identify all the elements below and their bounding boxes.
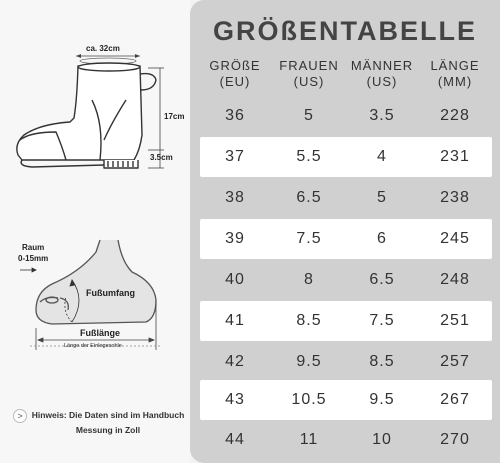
cell-women: 7.5 (296, 230, 322, 247)
cell-length: 231 (440, 148, 470, 165)
toe-space-label: Raum (22, 243, 45, 252)
cell-length: 257 (440, 353, 470, 370)
cell-eu: 43 (225, 391, 245, 408)
header-men-us: MÄNNER (US) (350, 58, 414, 89)
note-line-2: Messung in Zoll (75, 425, 141, 435)
cell-men: 6.5 (369, 271, 395, 288)
size-chart-panel (190, 0, 500, 463)
illustration-graphics (0, 0, 190, 463)
note-text (28, 408, 188, 438)
foot-icon (36, 240, 156, 324)
cell-women: 8 (304, 271, 314, 288)
cell-men: 3.5 (369, 107, 395, 124)
cell-eu: 37 (225, 148, 245, 165)
chart-title: GRÖßENTABELLE (213, 16, 477, 46)
header-length-mm: LÄNGE (MM) (430, 58, 480, 89)
cell-women: 6.5 (296, 189, 322, 206)
boot-heel-height-label: 3.5cm (150, 153, 173, 162)
toe-space-range-label: 0-15mm (18, 254, 49, 263)
cell-men: 7.5 (369, 312, 395, 329)
cell-eu: 44 (225, 431, 245, 448)
cell-men: 5 (377, 189, 387, 206)
table-row (200, 380, 492, 420)
cell-eu: 38 (225, 189, 245, 206)
cell-men: 4 (377, 148, 387, 165)
chevron-right-icon: > (13, 409, 27, 423)
header-eu-size: GRÖßE (EU) (209, 58, 261, 89)
boot-shaft-height-label: 17cm (164, 112, 185, 121)
table-row (200, 301, 492, 341)
cell-length: 270 (440, 431, 470, 448)
cell-men: 9.5 (369, 391, 395, 408)
cell-eu: 41 (225, 312, 245, 329)
cell-men: 6 (377, 230, 387, 247)
cell-women: 5 (304, 107, 314, 124)
table-row (200, 137, 492, 177)
table-row (200, 420, 492, 460)
cell-eu: 40 (225, 271, 245, 288)
foot-length-label: Fußlänge (80, 328, 120, 338)
cell-eu: 36 (225, 107, 245, 124)
boot-icon (17, 63, 156, 168)
cell-length: 245 (440, 230, 470, 247)
cell-eu: 39 (225, 230, 245, 247)
note-line-1: Hinweis: Die Daten sind im Handbuch (31, 410, 185, 420)
cell-women: 8.5 (296, 312, 322, 329)
table-row (200, 342, 492, 382)
cell-women: 5.5 (296, 148, 322, 165)
cell-length: 238 (440, 189, 470, 206)
table-row (200, 96, 492, 136)
insole-length-label: Länge der Einlegesohle (64, 343, 122, 349)
foot-girth-label: Fußumfang (86, 288, 135, 298)
cell-eu: 42 (225, 353, 245, 370)
header-women-us: FRAUEN (US) (279, 58, 339, 89)
table-row (200, 178, 492, 218)
table-row (200, 219, 492, 259)
cell-length: 251 (440, 312, 470, 329)
cell-length: 248 (440, 271, 470, 288)
cell-women: 11 (299, 431, 319, 448)
cell-length: 228 (440, 107, 470, 124)
cell-women: 10.5 (291, 391, 327, 408)
cell-women: 9.5 (296, 353, 322, 370)
cell-men: 10 (372, 431, 392, 448)
cell-length: 267 (440, 391, 470, 408)
boot-circumference-label: ca. 32cm (86, 44, 120, 53)
cell-men: 8.5 (369, 353, 395, 370)
toe-space-marker (20, 268, 36, 272)
table-row (200, 260, 492, 300)
